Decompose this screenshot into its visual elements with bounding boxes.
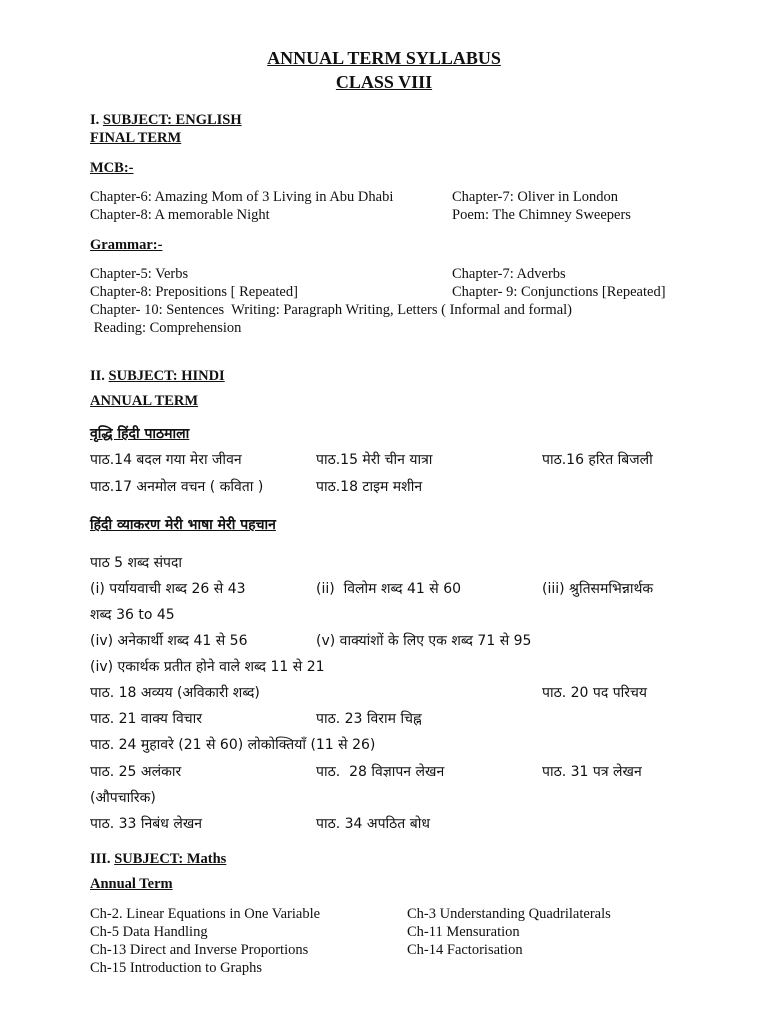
- class-title: CLASS VIII: [335, 72, 433, 92]
- hindi-lesson: पाठ.16 हरित बिजली: [542, 452, 653, 468]
- grammar-item: Chapter-7: Adverbs: [452, 266, 566, 282]
- hindi-grammar-item: (v) वाक्यांशों के लिए एक शब्द 71 से 95: [316, 633, 532, 649]
- hindi-grammar-item: पाठ. 20 पद परिचय: [542, 685, 648, 701]
- grammar-item: Chapter- 10: Sentences Writing: Paragraph Writing, Letters ( Informal and formal): [90, 302, 572, 318]
- hindi-grammar-item: पाठ. 18 अव्यय (अविकारी शब्द): [90, 685, 260, 701]
- maths-chapter: Ch-11 Mensuration: [407, 924, 520, 940]
- grammar-item: Reading: Comprehension: [90, 320, 242, 336]
- hindi-grammar-item: (iv) एकार्थक प्रतीत होने वाले शब्द 11 से 21: [90, 659, 325, 675]
- maths-subject: SUBJECT: Maths: [114, 851, 227, 867]
- hindi-grammar-item: पाठ. 23 विराम चिह्न: [316, 711, 422, 727]
- maths-chapter: Ch-5 Data Handling: [90, 924, 208, 940]
- page-title: ANNUAL TERM SYLLABUS: [267, 48, 501, 68]
- maths-chapter: Ch-14 Factorisation: [407, 942, 523, 958]
- mcb-item: Chapter-8: A memorable Night: [90, 207, 270, 223]
- maths-chapter: Ch-13 Direct and Inverse Proportions: [90, 942, 309, 958]
- hindi-grammar-book-title: हिंदी व्याकरण मेरी भाषा मेरी पहचान: [90, 517, 276, 533]
- maths-chapter: Ch-3 Understanding Quadrilaterals: [407, 906, 611, 922]
- mcb-item: Chapter-7: Oliver in London: [452, 189, 619, 205]
- maths-chapter: Ch-2. Linear Equations in One Variable: [90, 906, 321, 922]
- hindi-heading: [90, 369, 225, 385]
- hindi-grammar-item: पाठ. 25 अलंकार: [90, 764, 182, 780]
- grammar-item: Chapter-8: Prepositions [ Repeated]: [90, 284, 298, 300]
- hindi-grammar-item: शब्द 36 to 45: [90, 607, 175, 623]
- english-term: FINAL TERM: [90, 130, 182, 146]
- hindi-prefix: II.: [90, 368, 109, 384]
- hindi-lesson: पाठ.17 अनमोल वचन ( कविता ): [90, 479, 264, 495]
- hindi-grammar-item: पाठ. 33 निबंध लेखन: [90, 816, 203, 832]
- mcb-heading: MCB:-: [90, 160, 134, 176]
- hindi-grammar-item: पाठ. 24 मुहावरे (21 से 60) लोकोक्तियाँ (11 से 26): [90, 737, 376, 753]
- maths-heading: [90, 852, 226, 868]
- mcb-item: Poem: The Chimney Sweepers: [452, 207, 631, 223]
- grammar-heading: Grammar:-: [90, 237, 163, 253]
- maths-term: Annual Term: [90, 876, 173, 892]
- hindi-grammar-item: (iv) अनेकार्थी शब्द 41 से 56: [90, 633, 248, 649]
- hindi-grammar-item: पाठ. 28 विज्ञापन लेखन: [316, 764, 445, 780]
- hindi-lesson: पाठ.15 मेरी चीन यात्रा: [316, 452, 433, 468]
- grammar-item: Chapter- 9: Conjunctions [Repeated]: [452, 284, 666, 300]
- mcb-item: Chapter-6: Amazing Mom of 3 Living in Abu Dhabi: [90, 189, 394, 205]
- hindi-subject: SUBJECT: HINDI: [108, 368, 225, 384]
- hindi-grammar-item: (औपचारिक): [90, 790, 156, 806]
- english-subject: SUBJECT: ENGLISH: [102, 112, 242, 128]
- hindi-book-title: वृद्धि हिंदी पाठमाला: [90, 426, 190, 442]
- hindi-grammar-item: पाठ. 21 वाक्य विचार: [90, 711, 202, 727]
- hindi-lesson: पाठ.18 टाइम मशीन: [316, 479, 423, 495]
- hindi-grammar-item: (iii) श्रुतिसमभिन्नार्थक: [542, 581, 654, 597]
- hindi-grammar-item: पाठ 5 शब्द संपदा: [90, 555, 183, 571]
- hindi-lesson: पाठ.14 बदल गया मेरा जीवन: [90, 452, 242, 468]
- maths-prefix: III.: [90, 851, 115, 867]
- maths-chapter: Ch-15 Introduction to Graphs: [90, 960, 262, 976]
- grammar-item: Chapter-5: Verbs: [90, 266, 189, 282]
- english-prefix: I.: [90, 112, 103, 128]
- hindi-grammar-item: (i) पर्यायवाची शब्द 26 से 43: [90, 581, 246, 597]
- hindi-grammar-item: पाठ. 31 पत्र लेखन: [542, 764, 642, 780]
- hindi-grammar-item: (ii) विलोम शब्द 41 से 60: [316, 581, 462, 597]
- hindi-grammar-item: पाठ. 34 अपठित बोध: [316, 816, 430, 832]
- hindi-term: ANNUAL TERM: [90, 393, 199, 409]
- english-heading: [90, 113, 242, 129]
